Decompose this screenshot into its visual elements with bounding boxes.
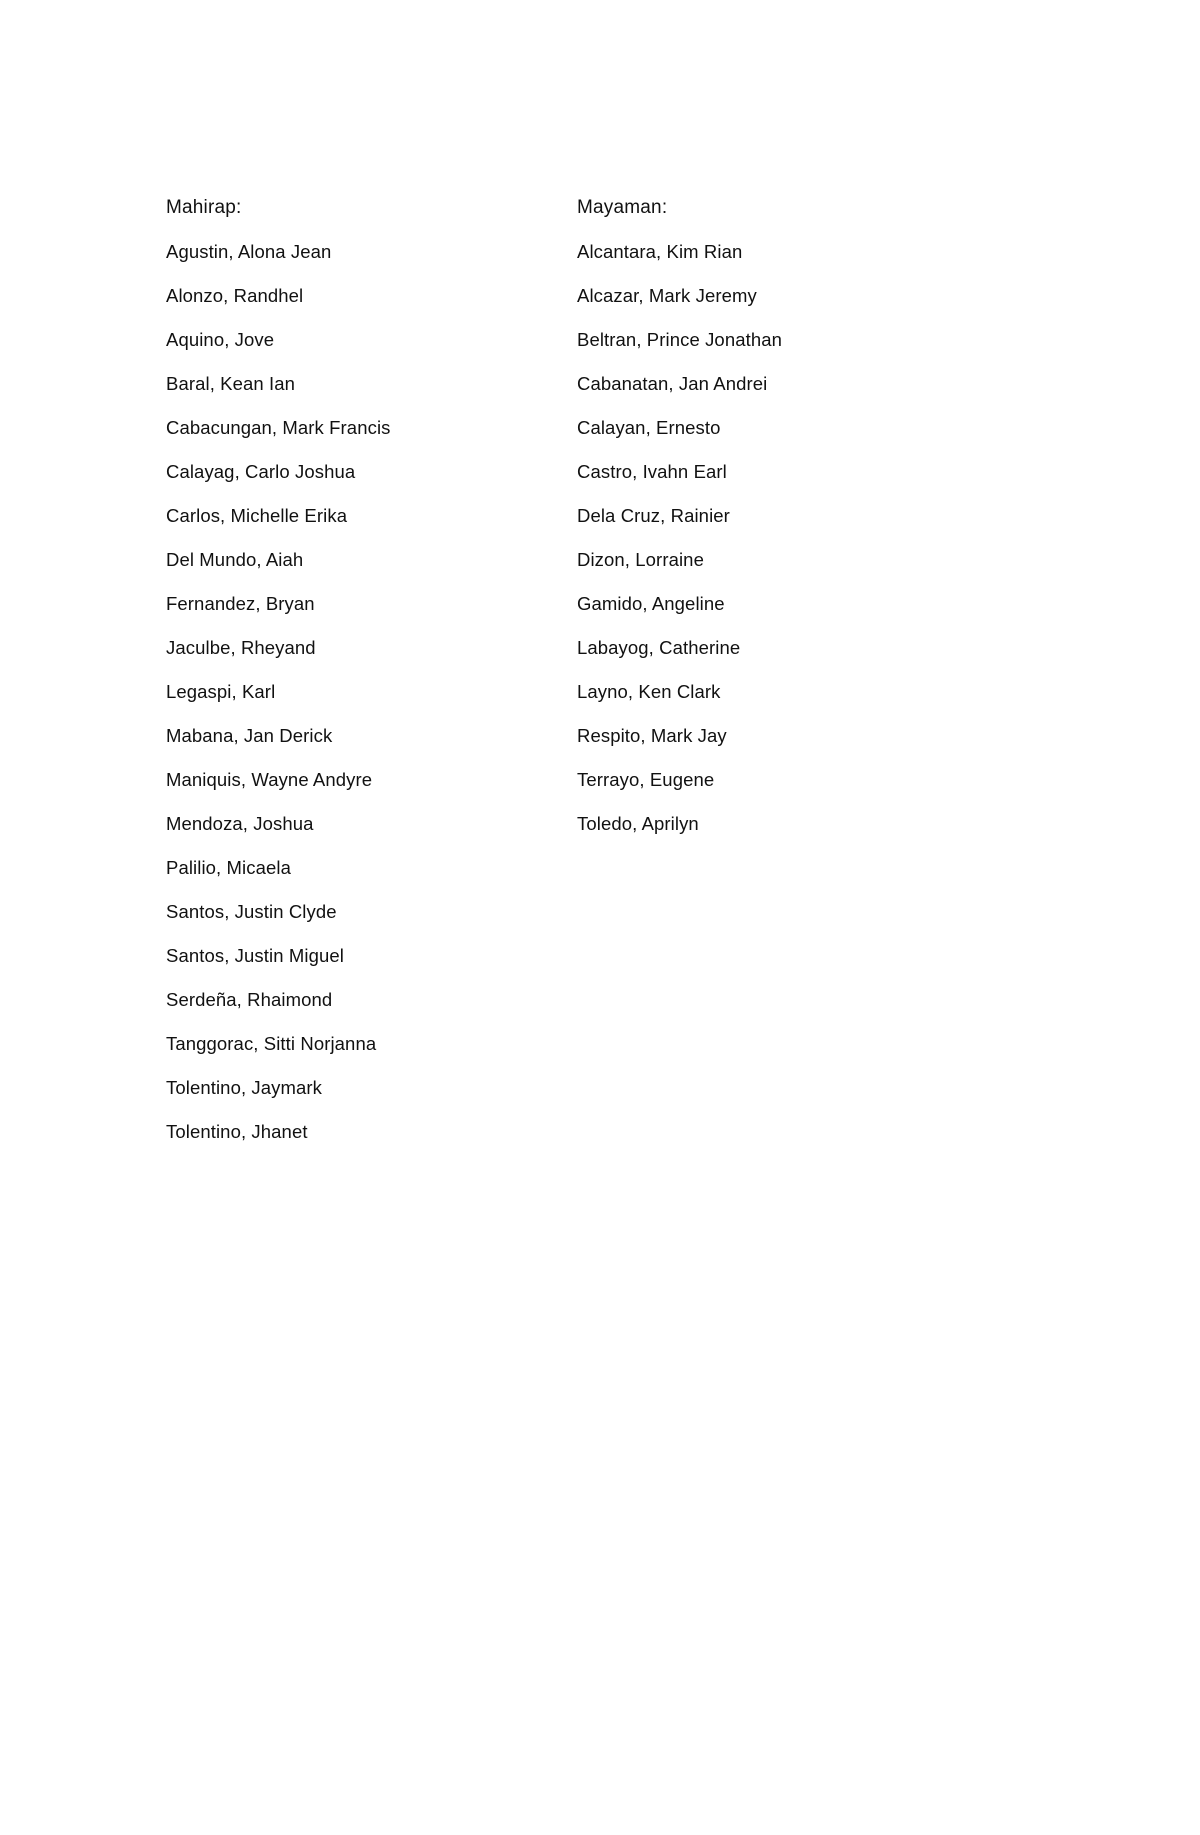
list-item: Alcazar, Mark Jeremy xyxy=(577,285,757,306)
list-item: Fernandez, Bryan xyxy=(166,593,315,614)
list-item: Gamido, Angeline xyxy=(577,593,725,614)
list-item: Alonzo, Randhel xyxy=(166,285,304,306)
list-item: Calayag, Carlo Joshua xyxy=(166,461,356,482)
list-item: Santos, Justin Miguel xyxy=(166,945,344,966)
mayaman-heading: Mayaman: xyxy=(577,197,668,218)
list-item: Serdeña, Rhaimond xyxy=(166,989,333,1010)
list-item: Tanggorac, Sitti Norjanna xyxy=(166,1033,377,1054)
list-item: Palilio, Micaela xyxy=(166,857,291,878)
list-item: Respito, Mark Jay xyxy=(577,725,727,746)
list-item: Cabanatan, Jan Andrei xyxy=(577,373,768,394)
list-item: Layno, Ken Clark xyxy=(577,681,721,702)
list-item: Jaculbe, Rheyand xyxy=(166,637,316,658)
list-item: Carlos, Michelle Erika xyxy=(166,505,348,526)
list-item: Beltran, Prince Jonathan xyxy=(577,329,782,350)
list-item: Aquino, Jove xyxy=(166,329,275,350)
list-item: Calayan, Ernesto xyxy=(577,417,721,438)
list-item: Toledo, Aprilyn xyxy=(577,813,699,834)
list-item: Labayog, Catherine xyxy=(577,637,741,658)
list-item: Agustin, Alona Jean xyxy=(166,241,332,262)
list-item: Baral, Kean Ian xyxy=(166,373,296,394)
mahirap-name-list xyxy=(166,238,391,1146)
list-item: Dizon, Lorraine xyxy=(577,549,704,570)
list-item: Castro, Ivahn Earl xyxy=(577,461,727,482)
list-item: Legaspi, Karl xyxy=(166,681,276,702)
mahirap-column xyxy=(166,194,391,1162)
list-item: Maniquis, Wayne Andyre xyxy=(166,769,373,790)
list-item: Mabana, Jan Derick xyxy=(166,725,333,746)
list-item: Dela Cruz, Rainier xyxy=(577,505,730,526)
list-item: Tolentino, Jaymark xyxy=(166,1077,323,1098)
list-item: Santos, Justin Clyde xyxy=(166,901,337,922)
mahirap-heading: Mahirap: xyxy=(166,197,242,218)
list-item: Mendoza, Joshua xyxy=(166,813,314,834)
list-item: Del Mundo, Aiah xyxy=(166,549,304,570)
list-item: Alcantara, Kim Rian xyxy=(577,241,743,262)
list-item: Terrayo, Eugene xyxy=(577,769,715,790)
list-item: Cabacungan, Mark Francis xyxy=(166,417,391,438)
mayaman-column xyxy=(577,194,782,854)
mayaman-name-list xyxy=(577,238,782,838)
list-item: Tolentino, Jhanet xyxy=(166,1121,308,1142)
